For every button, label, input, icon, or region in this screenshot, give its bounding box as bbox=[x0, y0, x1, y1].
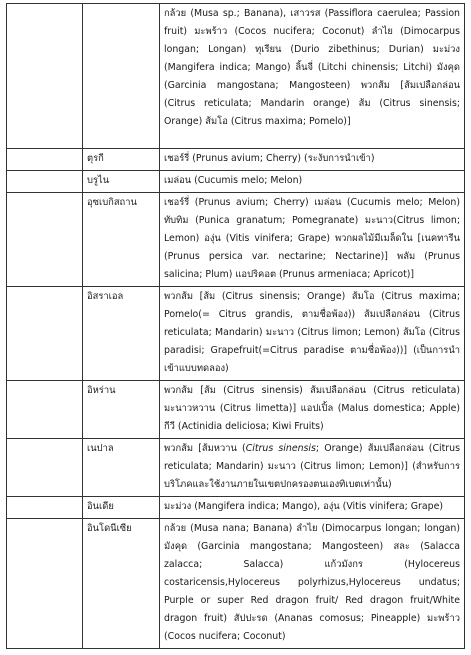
text-segment: ; Orange) ส้มเปลือกล่อน (Citrus reticulata; Mandarin) มะนาว (Citrus limon; Lemon)] (สำหรับการบริโภคและใช้งานภายในเขตปกครองตนเองทิเบตเท่านั้น) bbox=[164, 443, 460, 490]
blank-cell bbox=[7, 287, 83, 381]
table-row bbox=[7, 287, 465, 381]
country-cell: อิสราเอล bbox=[83, 287, 160, 381]
fruit-list-cell: กล้วย (Musa nana; Banana) ลำไย (Dimocarpus longan; longan) มังคุด (Garcinia mangostana; Mangosteen) สละ (Salacca zalacca; Salacca) แก้วมังกร (Hylocereus costaricensis,Hylocereus polyrhizus,Hylocereus undatus; Purple or super Red dragon fruit/ Red dragon fruit/White dragon fruit) สัปปะรด (Ananas comosus; Pineapple) มะพร้าว (Cocos nucifera; Coconut) bbox=[160, 519, 465, 649]
country-cell: อิหร่าน bbox=[83, 381, 160, 439]
fruit-list-cell bbox=[160, 439, 465, 497]
table-row bbox=[7, 193, 465, 287]
blank-cell bbox=[7, 149, 83, 171]
blank-cell bbox=[7, 439, 83, 497]
fruit-import-table bbox=[6, 3, 465, 649]
country-cell: อินเดีย bbox=[83, 497, 160, 519]
country-cell bbox=[83, 4, 160, 149]
table-row bbox=[7, 439, 465, 497]
blank-cell bbox=[7, 497, 83, 519]
table-row bbox=[7, 519, 465, 649]
blank-cell bbox=[7, 4, 83, 149]
blank-cell bbox=[7, 381, 83, 439]
country-cell: เนปาล bbox=[83, 439, 160, 497]
table-row bbox=[7, 149, 465, 171]
fruit-list-cell: เชอร์รี่ (Prunus avium; Cherry) เมล่อน (Cucumis melo; Melon) ทับทิม (Punica granatum; Pomegranate) มะนาว(Citrus limon; Lemon) องุ่น (Vitis vinifera; Grape) พวกผลไม้มีเมล็ดใน [เนคทารีน (Prunus persica var. nectarine; Nectarine)] พลัม (Prunus salicina; Plum) แอปริคอต (Prunus armeniaca; Apricot)] bbox=[160, 193, 465, 287]
table-row bbox=[7, 4, 465, 149]
country-cell: ตุรกี bbox=[83, 149, 160, 171]
country-cell: อินโดนีเซีย bbox=[83, 519, 160, 649]
country-cell: อุซเบกิสถาน bbox=[83, 193, 160, 287]
text-segment: พวกส้ม [ส้มหวาน ( bbox=[164, 443, 246, 454]
country-cell: บรูไน bbox=[83, 171, 160, 193]
italic-species-name: Citrus sinensis bbox=[245, 443, 316, 454]
table-row bbox=[7, 381, 465, 439]
fruit-list-cell: พวกส้ม [ส้ม (Citrus sinensis; Orange) ส้มโอ (Citrus maxima; Pomelo(= Citrus grandis, ตามชื่อพ้อง)) ส้มเปลือกล่อน (Citrus reticulata; Mandarin) มะนาว (Citrus limon; Lemon) ส้มโอ (Citrus paradisi; Grapefruit(=Citrus paradise ตามชื่อพ้อง))] (เป็นการนำเข้าแบบทดลอง) bbox=[160, 287, 465, 381]
fruit-list-cell: เชอร์รี่ (Prunus avium; Cherry) (ระงับการนำเข้า) bbox=[160, 149, 465, 171]
fruit-list-cell: เมล่อน (Cucumis melo; Melon) bbox=[160, 171, 465, 193]
fruit-list-cell: มะม่วง (Mangifera indica; Mango), องุ่น (Vitis vinifera; Grape) bbox=[160, 497, 465, 519]
fruit-list-cell: กล้วย (Musa sp.; Banana), เสาวรส (Passiflora caerulea; Passion fruit) มะพร้าว (Cocos nucifera; Coconut) ลำไย (Dimocarpus longan; Longan) ทุเรียน (Durio zibethinus; Durian) มะม่วง (Mangifera indica; Mango) ลิ้นจี่ (Litchi chinensis; Litchi) มังคุด (Garcinia mangostana; Mangosteen) พวกส้ม [ส้มเปลือกล่อน (Citrus reticulata; Mandarin orange) ส้ม (Citrus sinensis; Orange) ส้มโอ (Citrus maxima; Pomelo)] bbox=[160, 4, 465, 149]
table-row bbox=[7, 497, 465, 519]
blank-cell bbox=[7, 193, 83, 287]
blank-cell bbox=[7, 171, 83, 193]
blank-cell bbox=[7, 519, 83, 649]
table-row bbox=[7, 171, 465, 193]
fruit-list-cell: พวกส้ม [ส้ม (Citrus sinensis) ส้มเปลือกล่อน (Citrus reticulata) มะนาวหวาน (Citrus limetta)] แอปเปิ้ล (Malus domestica; Apple) กีวี (Actinidia deliciosa; Kiwi Fruits) bbox=[160, 381, 465, 439]
